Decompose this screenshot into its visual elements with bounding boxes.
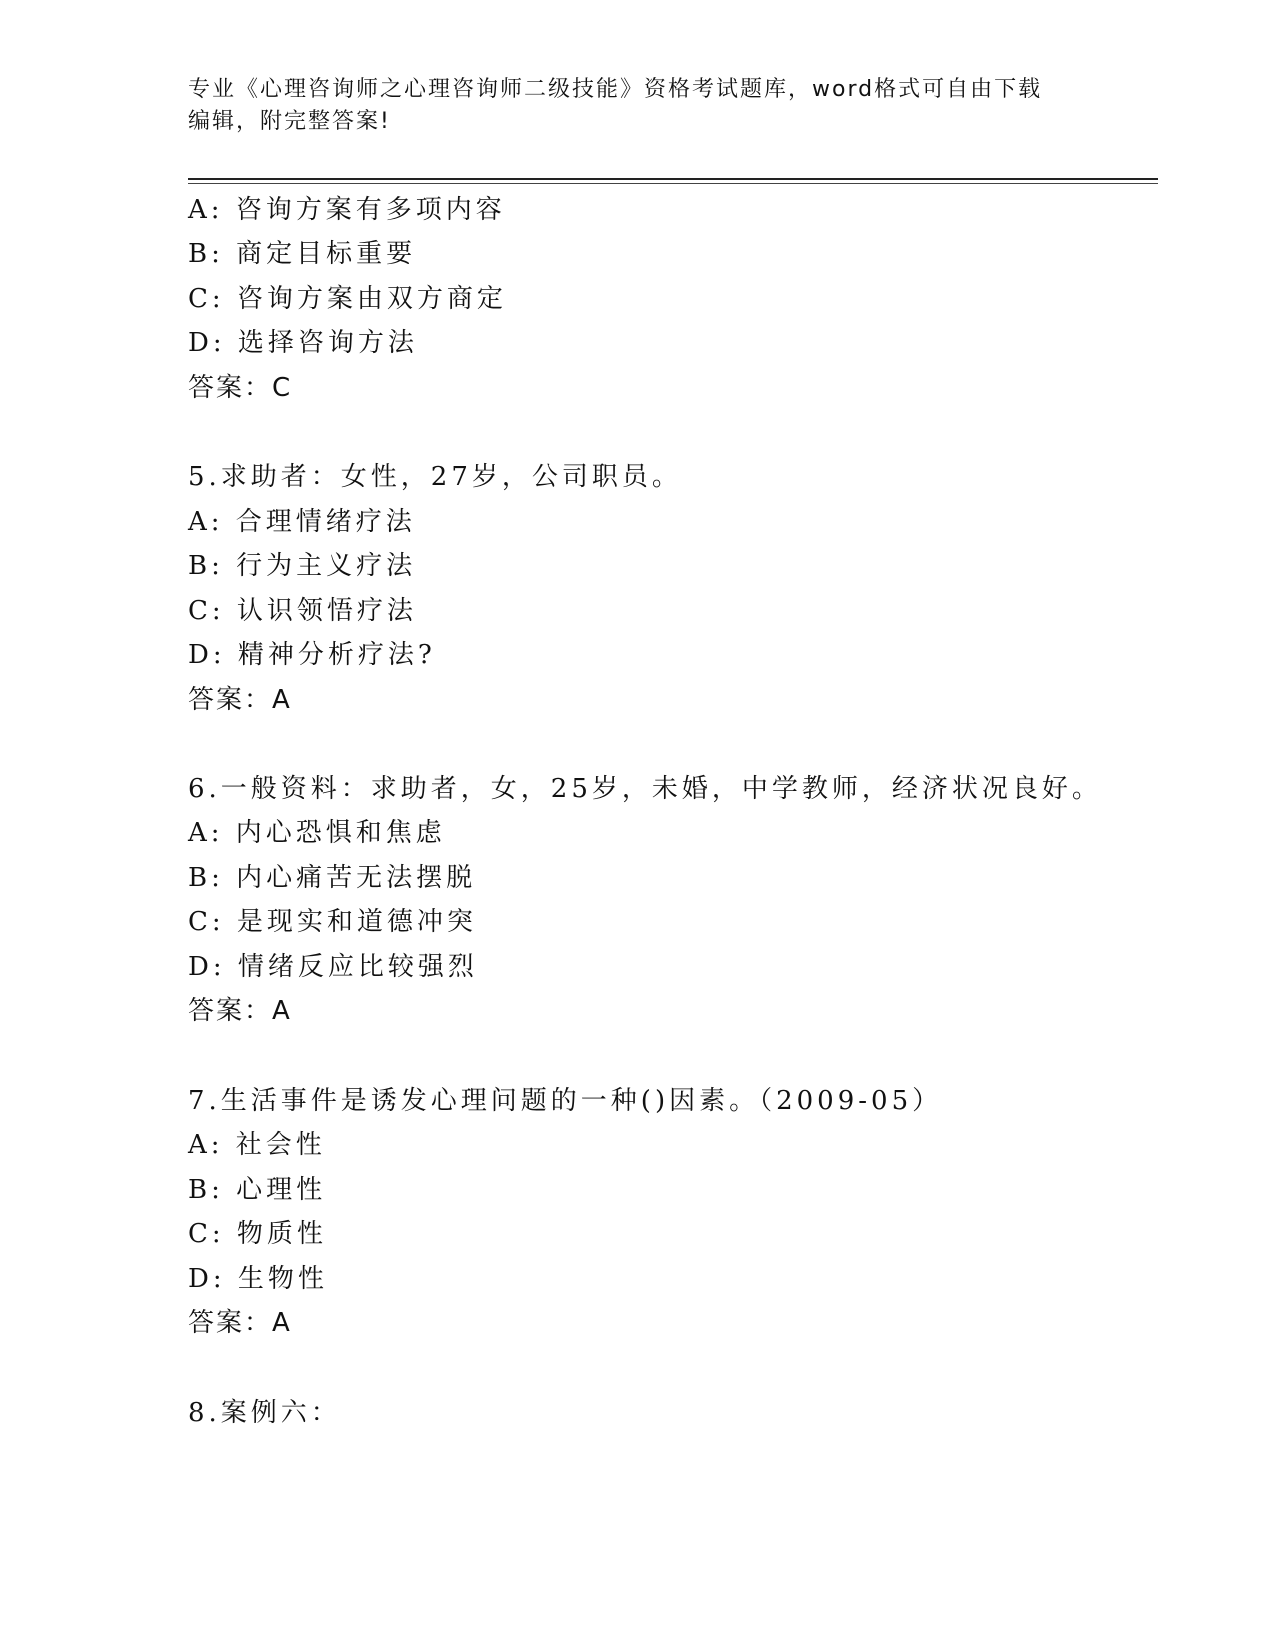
q4-option-c: C: 咨询方案由双方商定 — [188, 284, 507, 314]
q6-option-d: D: 情绪反应比较强烈 — [188, 952, 478, 982]
q8-question: 8.案例六： — [188, 1398, 341, 1428]
document-header — [188, 74, 1088, 138]
q5-option-d: D: 精神分析疗法? — [188, 640, 436, 670]
q7-option-b: B: 心理性 — [188, 1175, 327, 1205]
q6-option-c: C: 是现实和道德冲突 — [188, 907, 477, 937]
q7-option-a: A: 社会性 — [188, 1130, 326, 1160]
q5-option-b: B: 行为主义疗法 — [188, 551, 417, 581]
q4-option-a: A: 咨询方案有多项内容 — [188, 195, 506, 225]
q5-option-a: A: 合理情绪疗法 — [188, 507, 416, 537]
q4-option-d: D: 选择咨询方法 — [188, 328, 418, 358]
q5-answer: 答案：A — [188, 685, 292, 715]
header-line-1: 专业《心理咨询师之心理咨询师二级技能》资格考试题库，word格式可自由下载 — [188, 77, 1043, 102]
q7-answer: 答案：A — [188, 1308, 292, 1338]
q7-option-c: C: 物质性 — [188, 1219, 327, 1249]
q7-option-d: D: 生物性 — [188, 1264, 328, 1294]
q6-option-b: B: 内心痛苦无法摆脱 — [188, 863, 477, 893]
header-divider-thin — [188, 183, 1158, 184]
q7-question: 7.生活事件是诱发心理问题的一种()因素。（2009-05） — [188, 1086, 943, 1116]
header-line-2: 编辑，附完整答案! — [188, 109, 391, 134]
q5-option-c: C: 认识领悟疗法 — [188, 596, 417, 626]
q6-answer: 答案：A — [188, 996, 292, 1026]
q4-answer: 答案：C — [188, 373, 293, 403]
q4-option-b: B: 商定目标重要 — [188, 239, 417, 269]
q6-option-a: A: 内心恐惧和焦虑 — [188, 818, 446, 848]
header-divider-thick — [188, 178, 1158, 180]
q6-question: 6.一般资料：求助者，女，25岁，未婚，中学教师，经济状况良好。 — [188, 774, 1102, 804]
q5-question: 5.求助者：女性，27岁，公司职员。 — [188, 462, 682, 492]
